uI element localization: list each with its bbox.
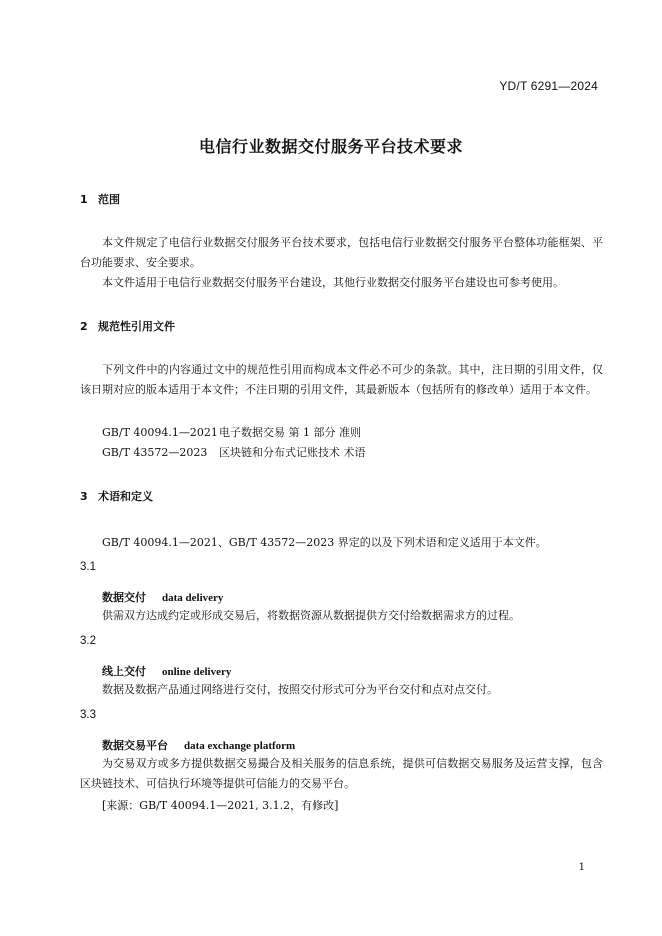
term-source: [来源：GB/T 40094.1—2021, 3.1.2，有修改] bbox=[102, 799, 339, 812]
term-en: online delivery bbox=[162, 666, 232, 678]
document-title: 电信行业数据交付服务平台技术要求 bbox=[198, 137, 463, 156]
term-zh: 线上交付 bbox=[102, 665, 146, 678]
term-zh: 数据交易平台 bbox=[102, 739, 168, 752]
term-heading bbox=[102, 663, 231, 679]
term-number: 3.3 bbox=[80, 709, 96, 721]
section-heading-scope bbox=[80, 191, 120, 207]
reference-code: GB/T 43572—2023 bbox=[102, 446, 208, 459]
term-heading bbox=[102, 589, 223, 605]
section-title: 范围 bbox=[98, 193, 120, 206]
reference-item bbox=[102, 425, 361, 441]
term-heading bbox=[102, 737, 295, 753]
section-heading-references bbox=[80, 318, 175, 334]
section-heading-terms bbox=[80, 488, 153, 504]
scope-paragraph-1: 本文件规定了电信行业数据交付服务平台技术要求，包括电信行业数据交付服务平台整体功能框架、平台功能要求、安全要求。 bbox=[80, 236, 603, 269]
section-number: 1 bbox=[80, 193, 88, 206]
term-definition: 供需双方达成约定或形成交易后，将数据资源从数据提供方交付给数据需求方的过程。 bbox=[102, 609, 520, 622]
reference-code: GB/T 40094.1—2021 bbox=[102, 426, 218, 439]
section-title: 规范性引用文件 bbox=[98, 320, 175, 333]
section-title: 术语和定义 bbox=[98, 490, 153, 503]
terms-intro: GB/T 40094.1—2021、GB/T 43572—2023 界定的以及下列术语和定义适用于本文件。 bbox=[102, 536, 547, 549]
term-definition: 为交易双方或多方提供数据交易撮合及相关服务的信息系统，提供可信数据交易服务及运营支撑，包含区块链技术、可信执行环境等提供可信能力的交易平台。 bbox=[80, 757, 603, 790]
standard-code: YD/T 6291—2024 bbox=[499, 79, 598, 93]
reference-title: 区块链和分布式记账技术 术语 bbox=[219, 446, 366, 459]
page-number: 1 bbox=[578, 862, 585, 873]
references-paragraph: 下列文件中的内容通过文中的规范性引用而构成本文件必不可少的条款。其中，注日期的引用文件，仅该日期对应的版本适用于本文件；不注日期的引用文件，其最新版本（包括所有的修改单）适用于本文件。 bbox=[80, 363, 603, 396]
reference-title: 电子数据交易 第 1 部分 准则 bbox=[219, 426, 361, 439]
term-definition: 数据及数据产品通过网络进行交付，按照交付形式可分为平台交付和点对点交付。 bbox=[102, 683, 498, 696]
section-number: 2 bbox=[80, 320, 88, 333]
term-en: data exchange platform bbox=[184, 740, 296, 752]
term-number: 3.1 bbox=[80, 561, 96, 573]
term-zh: 数据交付 bbox=[102, 591, 146, 604]
term-en: data delivery bbox=[162, 592, 224, 604]
reference-item bbox=[102, 445, 366, 461]
section-number: 3 bbox=[80, 490, 88, 503]
term-number: 3.2 bbox=[80, 635, 96, 647]
scope-paragraph-2: 本文件适用于电信行业数据交付服务平台建设，其他行业数据交付服务平台建设也可参考使用。 bbox=[102, 276, 564, 289]
